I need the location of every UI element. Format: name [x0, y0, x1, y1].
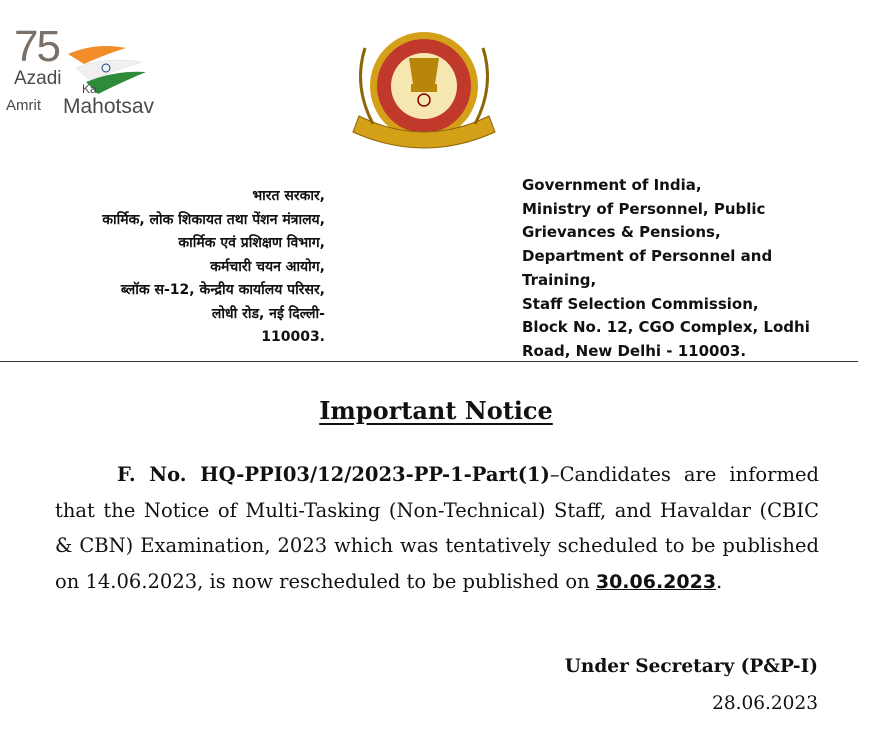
english-address-line: Staff Selection Commission, [522, 294, 759, 313]
mahotsav-word: Mahotsav [63, 95, 155, 118]
signatory-designation: Under Secretary (P&P-I) [564, 656, 818, 677]
notice-body-end: . [716, 569, 723, 593]
notice-title: Important Notice [319, 396, 553, 425]
english-address-line: Grievances & Pensions, [522, 223, 721, 242]
signature-date: 28.06.2023 [712, 693, 818, 714]
ssc-emblem-logo [345, 28, 503, 156]
english-address-line: Road, New Delhi - 110003. [522, 341, 747, 360]
header-divider [0, 361, 858, 362]
hindi-address-line: कार्मिक, लोक शिकायत तथा पेंशन मंत्रालय, [102, 211, 325, 228]
english-address-line: Ministry of Personnel, Public [522, 199, 766, 218]
amrit-word: Amrit [6, 97, 41, 114]
hindi-address-block [20, 185, 325, 350]
azadi-75-text: 75 [14, 22, 59, 71]
hindi-address-line: लोधी रोड, नई दिल्ली- [211, 305, 325, 322]
english-address-block [522, 174, 862, 364]
hindi-address-line: भारत सरकार, [252, 188, 325, 204]
file-number: F. No. HQ-PPI03/12/2023-PP-1-Part(1) [117, 463, 550, 486]
english-address-line: Block No. 12, CGO Complex, Lodhi [522, 318, 810, 337]
english-address-line: Training, [522, 270, 597, 289]
english-address-line: Government of India, [522, 176, 702, 194]
rescheduled-date: 30.06.2023 [595, 570, 717, 593]
ka-word: Ka [82, 82, 97, 96]
hindi-address-line: कर्मचारी चयन आयोग, [210, 258, 325, 275]
english-address-line: Department of Personnel and [522, 247, 773, 266]
azadi-word: Azadi [14, 68, 62, 89]
hindi-address-line: 110003. [261, 329, 325, 345]
hindi-address-line: ब्लॉक स-12, केन्द्रीय कार्यालय परिसर, [120, 282, 325, 298]
ssc-seal-icon [345, 28, 503, 156]
notice-body [55, 457, 819, 600]
notice-body-text: –Candidates are informed that the Notice of Multi-Tasking (Non-Technical) Staff, and Havaldar (CBIC & CBN) Examination, 2023 which was tentatively scheduled to be published on 14.06.2023, is now rescheduled to be published on [55, 463, 819, 593]
hindi-address-line: कार्मिक एवं प्रशिक्षण विभाग, [178, 235, 325, 251]
